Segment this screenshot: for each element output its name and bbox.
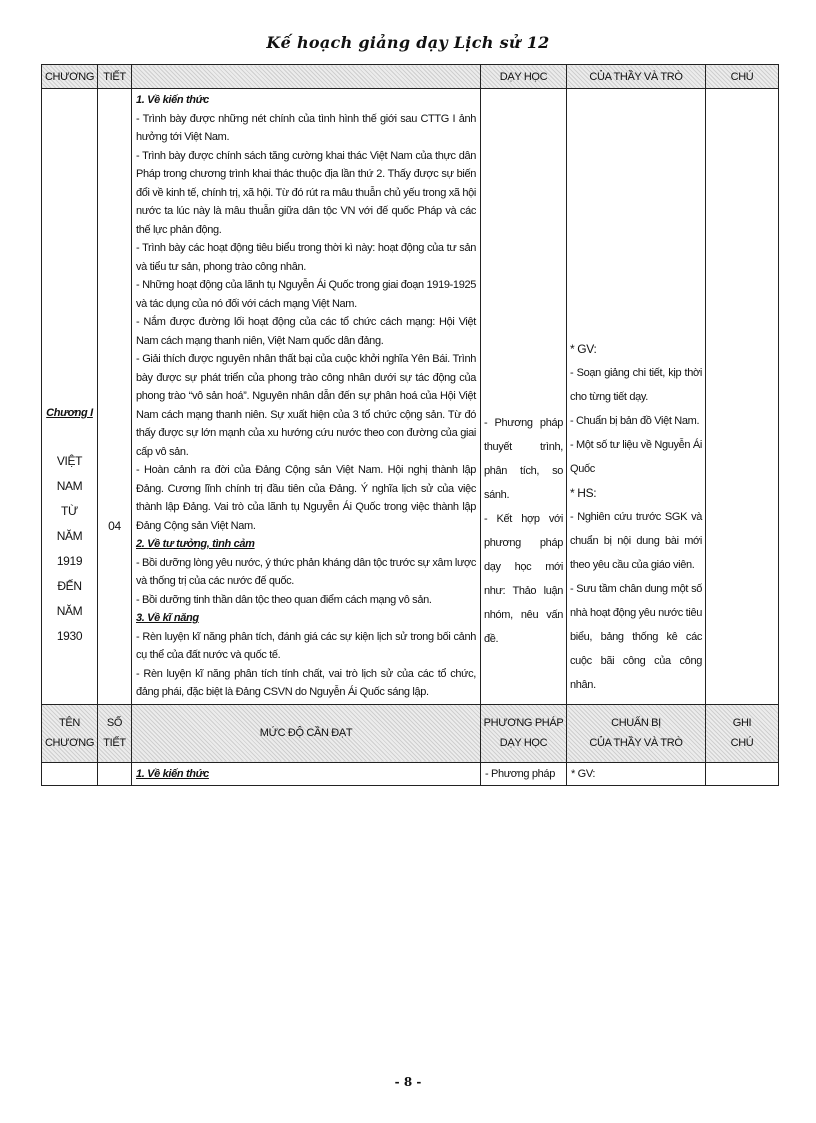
header-content	[132, 65, 481, 89]
table-row	[42, 762, 779, 785]
note-cell	[706, 762, 779, 785]
prep-item: - Soạn giảng chi tiết, kịp thời cho từng tiết dạy.	[570, 367, 702, 403]
header-method: DẠY HỌC	[481, 65, 567, 89]
teacher-label: * GV:	[570, 342, 597, 356]
list-item: - Bồi dưỡng lòng yêu nước, ý thức phản kháng dân tộc trước sự xâm lược và thống trị của các nước đế quốc.	[136, 556, 476, 587]
prep-item: - Chuẩn bị bản đồ Việt Nam.	[570, 415, 700, 427]
subheader-prep: CHUẨN BỊ CỦA THẦY VÀ TRÒ	[567, 704, 706, 762]
chapter-cell	[42, 89, 98, 705]
prep-item: - Một số tư liệu về Nguyễn Ái Quốc	[570, 439, 702, 475]
prep-item: - Nghiên cứu trước SGK và chuẩn bị nội dung bài mới theo yêu cầu của giáo viên.	[570, 511, 702, 571]
document-title: Kế hoạch giảng dạy Lịch sử 12	[266, 33, 550, 52]
list-item: - Nắm được đường lối hoạt động của các tổ chức cách mạng: Hội Việt Nam cách mạng thanh niên, Việt Nam quốc dân đảng.	[136, 316, 476, 347]
list-item: - Trình bày các hoạt động tiêu biểu trong thời kì này: hoạt động của tư sản và tiểu tư sản, phong trào công nhân.	[136, 242, 476, 273]
note-cell	[706, 89, 779, 705]
prep-cell: * GV:	[567, 762, 706, 785]
content-cell	[132, 89, 481, 705]
subheader-chapter: TÊN CHƯƠNG	[42, 704, 98, 762]
subheader-period: SỐ TIẾT	[98, 704, 132, 762]
method-cell: - Phương pháp	[481, 762, 567, 785]
list-item: - Giải thích được nguyên nhân thất bại của cuộc khởi nghĩa Yên Bái. Trình bày được sự phát triển của phong trào công nhân dưới sự tác động của phong trào “vô sản hoá”. Nguyên nhân dẫn đến sự phân hoá của Hội Việt Nam cách mạng thanh niên. Sự xuất hiện của 3 tổ chức cộng sản. Từ đó thấy được sự lớn mạnh của xu hướng cứu nước theo con đường của giai cấp vô sản.	[136, 353, 476, 458]
section-heading-attitude: 2. Về tư tưởng, tình cảm	[136, 538, 255, 550]
chapter-title: VIỆT NAM TỪ NĂM 1919 ĐẾN NĂM 1930	[56, 454, 83, 643]
header-chapter: CHƯƠNG	[42, 65, 98, 89]
subheader-method: PHƯƠNG PHÁP DẠY HỌC	[481, 704, 567, 762]
subheader-note: GHI CHÚ	[706, 704, 779, 762]
content-cell	[132, 762, 481, 785]
repeated-header-row	[42, 704, 779, 762]
header-note: CHÚ	[706, 65, 779, 89]
section-heading-knowledge: 1. Về kiến thức	[136, 94, 209, 106]
method-cell	[481, 89, 567, 705]
header-period: TIẾT	[98, 65, 132, 89]
period-cell	[98, 762, 132, 785]
lesson-plan-table	[41, 64, 779, 786]
page-number: - 8 -	[394, 1075, 422, 1089]
list-item: - Những hoạt động của lãnh tụ Nguyễn Ái Quốc trong giai đoạn 1919-1925 và tác dụng của nó đối với cách mạng Việt Nam.	[136, 279, 476, 310]
method-item: - Kết hợp với phương pháp dạy học mới như: Thảo luận nhóm, nêu vấn đề.	[484, 513, 563, 645]
section-heading-knowledge: 1. Về kiến thức	[136, 767, 209, 780]
section-heading-skills: 3. Về kĩ năng	[136, 612, 199, 624]
subheader-content: MỨC ĐỘ CẦN ĐẠT	[132, 704, 481, 762]
chapter-label: Chương I	[46, 407, 93, 419]
header-prep: CỦA THẦY VÀ TRÒ	[567, 65, 706, 89]
table-row	[42, 89, 779, 705]
list-item: - Hoàn cảnh ra đời của Đảng Cộng sản Việt Nam. Hội nghị thành lập Đảng. Cương lĩnh chính trị đầu tiên của Đảng. Ý nghĩa lịch sử của việc thành lập Đảng. Vai trò của lãnh tụ Nguyễn Ái Quốc trong việc thành lập Đảng Cộng sản Việt Nam.	[136, 464, 476, 532]
prep-cell	[567, 89, 706, 705]
chapter-cell	[42, 762, 98, 785]
list-item: - Trình bày được chính sách tăng cường khai thác Việt Nam của thực dân Pháp trong chương trình khai thác thuộc địa lần thứ 2. Thấy được sự biến đổi về kinh tế, chính trị, xã hội. Từ đó rút ra mâu thuẫn chủ yếu trong xã hội nước ta lúc này là mâu thuẫn giữa dân tộc VN với đế quốc Pháp và các thế lực phản động.	[136, 149, 476, 236]
student-label: * HS:	[570, 486, 597, 500]
list-item: - Trình bày được những nét chính của tình hình thế giới sau CTTG I ảnh hưởng tới Việt Nam.	[136, 112, 476, 143]
list-item: - Rèn luyện kĩ năng phân tích, đánh giá các sự kiện lịch sử trong bối cảnh cụ thể của đất nước và quốc tế.	[136, 630, 476, 661]
list-item: - Rèn luyện kĩ năng phân tích tính chất, vai trò lịch sử của các tổ chức, đảng phái, đặc biệt là Đảng CSVN do Nguyễn Ái Quốc sáng lập.	[136, 667, 476, 698]
prep-item: - Sưu tầm chân dung một số nhà hoạt động yêu nước tiêu biểu, bảng thống kê các cuộc bãi công của công nhân.	[570, 583, 702, 691]
period-count: 04	[108, 519, 121, 533]
period-cell	[98, 89, 132, 705]
list-item: - Bồi dưỡng tinh thần dân tộc theo quan điểm cách mạng vô sản.	[136, 593, 432, 606]
method-item: - Phương pháp thuyết trình, phân tích, so sánh.	[484, 417, 563, 501]
table-header-row	[42, 65, 779, 89]
